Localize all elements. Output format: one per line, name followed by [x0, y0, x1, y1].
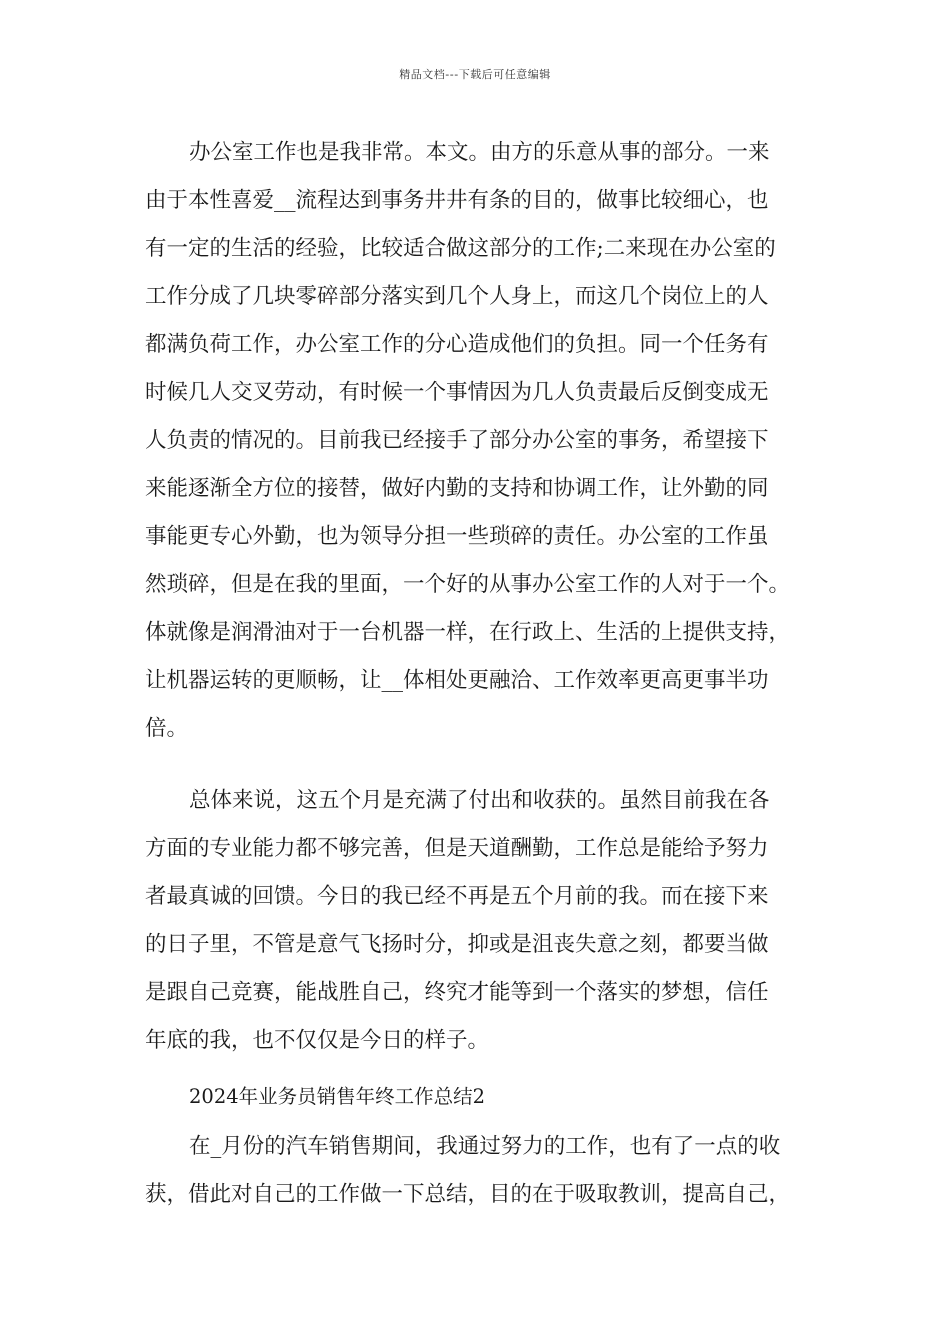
paragraph-line: 的日子里，不管是意气飞扬时分，抑或是沮丧失意之刻，都要当做 — [145, 932, 769, 957]
paragraph-line: 总体来说，这五个月是充满了付出和收获的。虽然目前我在各 — [189, 788, 770, 813]
paragraph-line: 都满负荷工作，办公室工作的分心造成他们的负担。同一个任务有 — [145, 332, 769, 357]
paragraph-line: 来能逐渐全方位的接替，做好内勤的支持和协调工作，让外勤的同 — [145, 476, 769, 501]
paragraph-line: 由于本性喜爱__流程达到事务井井有条的目的，做事比较细心，也 — [145, 188, 769, 213]
paragraph-line: 是跟自己竞赛，能战胜自己，终究才能等到一个落实的梦想，信任 — [145, 980, 769, 1005]
page-header: 精品文档---下载后可任意编辑 — [399, 68, 551, 81]
paragraph-line: 时候几人交叉劳动，有时候一个事情因为几人负责最后反倒变成无 — [145, 380, 769, 405]
paragraph-line: 事能更专心外勤，也为领导分担一些琐碎的责任。办公室的工作虽 — [145, 524, 769, 549]
paragraph-line: 办公室工作也是我非常。本文。由方的乐意从事的部分。一来 — [189, 140, 770, 165]
paragraph-line: 体就像是润滑油对于一台机器一样，在行政上、生活的上提供支持， — [145, 620, 791, 645]
paragraph-line: 获，借此对自己的工作做一下总结，目的在于吸取教训，提高自己， — [145, 1182, 791, 1207]
paragraph-line: 让机器运转的更顺畅，让__体相处更融洽、工作效率更高更事半功 — [145, 668, 769, 693]
paragraph-line: 倍。 — [145, 716, 189, 741]
paragraph-line: 然琐碎，但是在我的里面，一个好的从事办公室工作的人对于一个。 — [145, 572, 791, 597]
paragraph-line: 工作分成了几块零碎部分落实到几个人身上，而这几个岗位上的人 — [145, 284, 769, 309]
paragraph-line: 有一定的生活的经验，比较适合做这部分的工作;二来现在办公室的 — [145, 236, 776, 261]
paragraph-line: 者最真诚的回馈。今日的我已经不再是五个月前的我。而在接下来 — [145, 884, 769, 909]
paragraph-line: 方面的专业能力都不够完善，但是天道酬勤，工作总是能给予努力 — [145, 836, 769, 861]
section-heading: 2024年业务员销售年终工作总结2 — [189, 1085, 486, 1108]
paragraph-line: 在_月份的汽车销售期间，我通过努力的工作，也有了一点的收 — [189, 1134, 781, 1159]
paragraph-line: 人负责的情况的。目前我已经接手了部分办公室的事务，希望接下 — [145, 428, 769, 453]
paragraph-line: 年底的我，也不仅仅是今日的样子。 — [145, 1028, 490, 1053]
